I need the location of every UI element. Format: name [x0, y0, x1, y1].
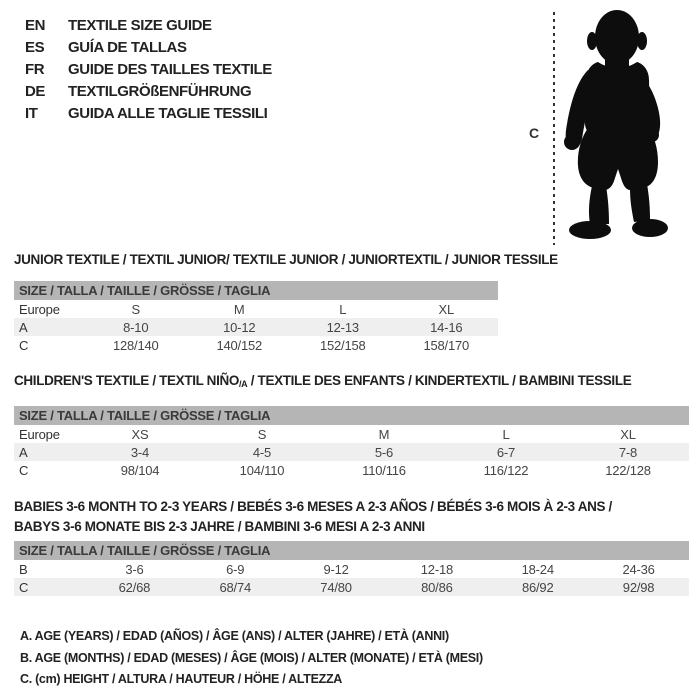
size-header-band [14, 406, 689, 425]
list-item [25, 15, 272, 37]
cell: 10-12 [188, 318, 292, 336]
childrens-textile-section [14, 373, 689, 479]
language-title-list [25, 15, 272, 125]
cell: 104/110 [239, 462, 285, 478]
footnotes [20, 626, 483, 691]
cell: 116/122 [483, 462, 529, 478]
cell: 158/170 [423, 337, 470, 353]
table-row [14, 443, 689, 461]
title-part: / TEXTILE DES ENFANTS / KINDERTEXTIL / BAMBINI TESSILE [247, 373, 632, 388]
table-row [14, 336, 498, 354]
size-header-band [14, 541, 689, 560]
row-label: B [19, 561, 28, 577]
row-label: C [19, 337, 29, 353]
table-title-line1: BABIES 3-6 MONTH TO 2-3 YEARS / BEBÉS 3-6 MESES A 2-3 AÑOS / BÉBÉS 3-6 MOIS À 2-3 ANS / [14, 499, 612, 514]
list-item [25, 103, 272, 125]
cell: 62/68 [84, 578, 185, 596]
cell: M [378, 426, 390, 442]
cell: 5-6 [323, 443, 445, 461]
table-row [14, 300, 498, 318]
cell: 6-7 [445, 443, 567, 461]
table-row [14, 578, 689, 596]
footnote-a: A. AGE (YEARS) / EDAD (AÑOS) / ÂGE (ANS) / ALTER (JAHRE) / ETÀ (ANNI) [20, 629, 449, 643]
table-row [14, 425, 689, 443]
row-label: A [14, 443, 79, 461]
row-label: Europe [19, 426, 60, 442]
cell: 12-13 [291, 318, 395, 336]
table-title-line2: BABYS 3-6 MONATE BIS 2-3 JAHRE / BAMBINI 3-6 MESI A 2-3 ANNI [14, 519, 425, 534]
guide-title: TEXTILE SIZE GUIDE [68, 17, 212, 34]
title-part: CHILDREN'S TEXTILE / TEXTIL NIÑO [14, 373, 240, 388]
cell: 74/80 [286, 578, 387, 596]
row-label: C [19, 462, 29, 478]
size-header-label: SIZE / TALLA / TAILLE / GRÖSSE / TAGLIA [14, 541, 689, 560]
cell: L [502, 426, 510, 442]
row-label: A [14, 318, 84, 336]
junior-textile-section [14, 252, 558, 354]
childrens-size-table [14, 406, 689, 479]
cell: 122/128 [605, 462, 651, 478]
babies-textile-section [14, 497, 689, 596]
table-row [14, 461, 689, 479]
cell: S [131, 301, 140, 317]
footnote-b: B. AGE (MONTHS) / EDAD (MESES) / ÂGE (MOIS) / ALTER (MONATE) / ETÀ (MESI) [20, 650, 483, 665]
language-code: IT [25, 105, 38, 122]
language-code: ES [25, 39, 45, 56]
cell: 110/116 [362, 462, 406, 478]
size-header-band [14, 281, 498, 300]
junior-size-table [14, 281, 498, 354]
footnote-c: C. (cm) HEIGHT / ALTURA / HAUTEUR / HÖHE / ALTEZZA [20, 672, 343, 686]
cell: 3-6 [125, 561, 144, 577]
language-code: DE [25, 83, 46, 100]
list-item [25, 37, 272, 59]
cell: 140/152 [216, 337, 263, 353]
list-item [25, 81, 272, 103]
height-measure-dashed-line [553, 12, 555, 245]
toddler-silhouette-icon [558, 8, 670, 246]
cell: 8-10 [84, 318, 188, 336]
cell: 24-36 [622, 561, 655, 577]
language-code: FR [25, 61, 45, 78]
size-header-label: SIZE / TALLA / TAILLE / GRÖSSE / TAGLIA [14, 281, 498, 300]
cell: 3-4 [79, 443, 201, 461]
list-item [25, 59, 272, 81]
cell: S [257, 426, 267, 442]
cell: 12-18 [420, 561, 454, 577]
table-row [14, 318, 498, 336]
row-label: Europe [19, 301, 60, 317]
guide-title: TEXTILGRÖßENFÜHRUNG [68, 83, 252, 100]
cell: 92/98 [588, 578, 689, 596]
cell: 98/104 [120, 462, 160, 478]
cell: 86/92 [487, 578, 588, 596]
cell: 9-12 [323, 561, 349, 577]
cell: 7-8 [567, 443, 689, 461]
cell: 18-24 [521, 561, 554, 577]
cell: M [233, 301, 245, 317]
cell: XL [438, 301, 454, 317]
row-label: C [14, 578, 84, 596]
cell: 80/86 [386, 578, 487, 596]
measure-c-label: C [529, 125, 540, 141]
cell: 128/140 [112, 337, 159, 353]
cell: XL [620, 426, 636, 442]
cell: 152/158 [319, 337, 366, 353]
size-header-label: SIZE / TALLA / TAILLE / GRÖSSE / TAGLIA [14, 406, 689, 425]
cell: L [339, 301, 347, 317]
cell: 68/74 [185, 578, 286, 596]
table-row [14, 560, 689, 578]
cell: XS [131, 426, 149, 442]
table-title: JUNIOR TEXTILE / TEXTIL JUNIOR/ TEXTILE JUNIOR / JUNIORTEXTIL / JUNIOR TESSILE [14, 252, 558, 267]
cell: 4-5 [201, 443, 323, 461]
language-code: EN [25, 17, 46, 34]
babies-size-table [14, 541, 689, 596]
guide-title: GUÍA DE TALLAS [68, 39, 187, 56]
guide-title: GUIDA ALLE TAGLIE TESSILI [68, 105, 268, 122]
title-subscript: /A [239, 379, 248, 389]
table-title [14, 373, 689, 392]
cell: 14-16 [395, 318, 499, 336]
guide-title: GUIDE DES TAILLES TEXTILE [68, 61, 272, 78]
cell: 6-9 [226, 561, 245, 577]
